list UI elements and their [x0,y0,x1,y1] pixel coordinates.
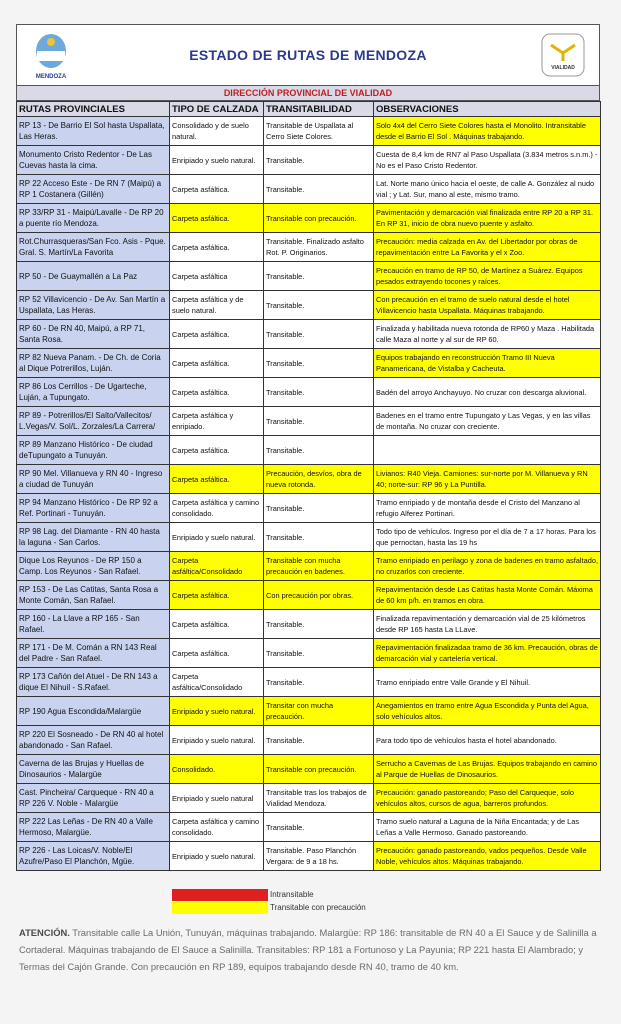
observations-cell: Finalizada y habilitada nueva rotonda de RP60 y Maza . Habilitada calle Maza al norte y al sur de RP 60. [374,320,601,349]
observations-cell: Repavimentación finalizadaa tramo de 36 km. Precaución, obras de demarcación vial y cartelería vertical. [374,639,601,668]
route-cell: RP 33/RP 31 - Maipú/Lavalle - De RP 20 a puente río Mendoza. [17,204,170,233]
surface-cell: Consolidado y de suelo natural. [170,117,264,146]
route-cell: RP 220 El Sosneado - De RN 40 al hotel abandonado - San Rafael. [17,726,170,755]
table-row [17,697,601,726]
surface-cell: Carpeta asfáltica. [170,465,264,494]
transitability-cell: Transitable. [264,494,374,523]
observations-cell: Anegamientos en tramo entre Agua Escondida y Punta del Agua, solo vehículos altos. [374,697,601,726]
table-header-row [17,102,601,117]
transitability-cell: Transitable con mucha precaución en badenes. [264,552,374,581]
surface-cell: Carpeta asfáltica. [170,349,264,378]
mendoza-logo-text: MENDOZA [35,74,67,80]
attention-text: Transitable calle La Unión, Tunuyán, máquinas trabajando. Malargüe: RP 186: transitable de RN 40 a El Sauce y de Salinilla a Cortaderal. Máquinas trabajando de El Sauce a Salinilla. Transitables: RP 181 a Fortunoso y La Payunia; RP 221 hasta El Alambrado; y Termas del Cajón Grande. Con precaución en RP 189, equipos trabajando desde RN 40, tramo de 40 km. [19,927,597,972]
route-cell: RP 89 - Potrerillos/El Salto/Vallecitos/ L.Vegas/V. Sol/L. Zorzales/La Carrera/ [17,407,170,436]
observations-cell: Tramo enripiado y de montaña desde el Cristo del Manzano al refugio Alferez Portinari. [374,494,601,523]
route-cell: RP 190 Agua Escondida/Malargüe [17,697,170,726]
surface-cell: Carpeta asfáltica. [170,639,264,668]
observations-cell: Serrucho a Cavernas de Las Brujas. Equipos trabajando en camino al Parque de Huellas de Dinosaurios. [374,755,601,784]
col-header-routes: RUTAS PROVINCIALES [17,102,170,117]
surface-cell: Carpeta asfáltica. [170,233,264,262]
surface-cell: Carpeta asfáltica/Consolidado [170,668,264,697]
transitability-cell: Transitable. Finalizado asfalto Rot. P. Originarios. [264,233,374,262]
route-cell: RP 94 Manzano Histórico - De RP 92 a Ref. Portinari - Tunuyán. [17,494,170,523]
table-row [17,842,601,871]
transitability-cell: Transitable. [264,175,374,204]
transitability-cell: Transitable. [264,349,374,378]
road-status-sheet [16,24,600,871]
vialidad-logo-text: VIALIDAD [551,65,575,71]
observations-cell: Precaución: ganado pastoreando; Paso del Carqueque, solo vehículos altos, cursos de agua, barreros profundos. [374,784,601,813]
route-cell: RP 60 - De RN 40, Maipú, a RP 71, Santa Rosa. [17,320,170,349]
surface-cell: Carpeta asfáltica y camino consolidado. [170,494,264,523]
mendoza-shield-logo-icon [31,31,71,81]
table-row [17,552,601,581]
table-row [17,262,601,291]
transitability-cell: Transitable tras los trabajos de Vialidad Mendoza. [264,784,374,813]
observations-cell: Para todo tipo de vehículos hasta el hotel abandonado. [374,726,601,755]
observations-cell: Livianos: R40 Vieja. Camiones: sur-norte por M. Villanueva y RN 40; norte-sur: RP 96 y La Puntilla. [374,465,601,494]
table-row [17,320,601,349]
observations-cell: Cuesta de 8,4 km de RN7 al Paso Uspallata (3.834 metros s.n.m.) - No es el Paso Cristo Redentor. [374,146,601,175]
surface-cell: Carpeta asfáltica. [170,175,264,204]
table-row [17,668,601,697]
transitability-cell: Transitable. [264,146,374,175]
surface-cell: Carpeta asfáltica/Consolidado [170,552,264,581]
table-row [17,755,601,784]
observations-cell: Precaución: ganado pastoreando, vados pequeños. Desde Valle Noble, vehículos altos. Máquinas trabajando. [374,842,601,871]
surface-cell: Carpeta asfáltica. [170,204,264,233]
route-cell: Rot.Churrasqueras/San Fco. Asis - Pque. Gral. S. Martín/La Favorita [17,233,170,262]
observations-cell: Con precaución en el tramo de suelo natural desde el hotel Villavicencio hasta Uspallata. Máquinas trabajando. [374,291,601,320]
table-row [17,610,601,639]
transitability-cell: Transitable. [264,523,374,552]
transitability-cell: Transitable. [264,436,374,465]
legend [172,888,366,914]
surface-cell: Enripiado y suelo natural. [170,726,264,755]
transitability-cell: Transitable con precaución. [264,204,374,233]
surface-cell: Enripiado y suelo natural [170,784,264,813]
table-row [17,436,601,465]
transitability-cell: Precaución, desvíos, obra de nueva rotonda. [264,465,374,494]
observations-cell: Tramo enripiado en perilago y zona de badenes en tramo asfaltado, no cruzarlos con creciente. [374,552,601,581]
observations-cell: Tramo enripiado entre Valle Grande y El Nihuil. [374,668,601,697]
observations-cell: Lat. Norte mano único hacia el oeste, de calle A. González al nudo vial ; y Lat. Sur, mano al este, mismo tramo. [374,175,601,204]
legend-swatch-closed [172,889,268,901]
transitability-cell: Transitable. [264,291,374,320]
transitability-cell: Transitable. [264,813,374,842]
route-cell: Monumento Cristo Redentor - De Las Cuevas hasta la cima. [17,146,170,175]
transitability-cell: Transitable. [264,378,374,407]
transitability-cell: Transitable. [264,262,374,291]
transitability-cell: Transitable. [264,407,374,436]
attention-lead: ATENCIÓN. [19,927,70,938]
table-row [17,349,601,378]
route-cell: Dique Los Reyunos - De RP 150 a Camp. Los Reyunos - San Rafael. [17,552,170,581]
surface-cell: Enripiado y suelo natural. [170,523,264,552]
route-cell: RP 22 Acceso Este - De RN 7 (Maipú) a RP 1 Costanera (Gillén) [17,175,170,204]
legend-item-caution [172,901,366,914]
routes-table [16,101,601,871]
observations-cell: Precaución: media calzada en Av. del Libertador por obras de repavimentación entre La Favorita y el x Zoo. [374,233,601,262]
surface-cell: Carpeta asfáltica y camino consolidado. [170,813,264,842]
route-cell: RP 160 - La Llave a RP 165 - San Rafael. [17,610,170,639]
observations-cell [374,436,601,465]
vialidad-logo-icon [541,33,585,77]
route-cell: RP 90 Mel. Villanueva y RN 40 - Ingreso a ciudad de Tunuyán [17,465,170,494]
transitability-cell: Transitable. [264,639,374,668]
surface-cell: Carpeta asfáltica. [170,610,264,639]
legend-swatch-caution [172,902,268,914]
route-cell: RP 173 Cañón del Atuel - De RN 143 a dique El Nihuil - S.Rafael. [17,668,170,697]
surface-cell: Carpeta asfáltica [170,262,264,291]
surface-cell: Enripiado y suelo natural. [170,842,264,871]
route-cell: RP 98 Lag. del Diamante - RN 40 hasta la laguna - San Carlos. [17,523,170,552]
surface-cell: Carpeta asfáltica. [170,581,264,610]
route-cell: RP 50 - De Guaymallén a La Paz [17,262,170,291]
route-cell: RP 226 - Las Loicas/V. Noble/El Azufre/Paso El Planchón, Mgüe. [17,842,170,871]
table-row [17,639,601,668]
route-cell: RP 86 Los Cerrillos - De Ugarteche, Luján, a Tupungato. [17,378,170,407]
observations-cell: Finalizada repavimentación y demarcación vial de 25 kilómetros desde RP 165 hasta La LLave. [374,610,601,639]
legend-item-closed [172,888,366,901]
table-row [17,204,601,233]
transitability-cell: Transitar con mucha precaución. [264,697,374,726]
route-cell: RP 13 - De Barrio El Sol hasta Uspallata, Las Heras. [17,117,170,146]
route-cell: RP 52 Villavicencio - De Av. San Martín a Uspallata, Las Heras. [17,291,170,320]
transitability-cell: Con precaución por obras. [264,581,374,610]
surface-cell: Carpeta asfáltica y enripiado. [170,407,264,436]
observations-cell: Precaución en tramo de RP 50, de Martínez a Suárez. Equipos pesados extrayendo tocones y raíces. [374,262,601,291]
table-row [17,175,601,204]
route-cell: RP 153 - De Las Catitas, Santa Rosa a Monte Comán, San Rafael. [17,581,170,610]
observations-cell: Badenes en el tramo entre Tupungato y Las Vegas, y en las villas de montaña. No cruzar con creciente. [374,407,601,436]
col-header-surface: TIPO DE CALZADA [170,102,264,117]
page-header [16,24,600,85]
observations-cell: Pavimentación y demarcación vial finalizada entre RP 20 a RP 31. En RP 31, inicio de obra nuevo puente y asfalto. [374,204,601,233]
table-row [17,494,601,523]
surface-cell: Carpeta asfáltica. [170,378,264,407]
page-title: ESTADO DE RUTAS DE MENDOZA [189,47,427,63]
table-row [17,378,601,407]
observations-cell: Todo tipo de vehículos. Ingreso por el día de 7 a 17 horas. Para los que pernoctan, hasta las 19 hs [374,523,601,552]
route-cell: RP 171 - De M. Comán a RN 143 Real del Padre - San Rafael. [17,639,170,668]
surface-cell: Carpeta asfáltica y de suelo natural. [170,291,264,320]
transitability-cell: Transitable. [264,610,374,639]
surface-cell: Consolidado. [170,755,264,784]
route-cell: Caverna de las Brujas y Huellas de Dinosaurios - Malargüe [17,755,170,784]
surface-cell: Carpeta asfáltica. [170,436,264,465]
table-row [17,117,601,146]
route-cell: RP 82 Nueva Panam. - De Ch. de Coria al Dique Potrerillos, Luján. [17,349,170,378]
table-row [17,581,601,610]
route-cell: RP 222 Las Leñas - De RN 40 a Valle Hermoso, Malargüe. [17,813,170,842]
transitability-cell: Transitable. [264,668,374,697]
table-row [17,146,601,175]
transitability-cell: Transitable. Paso Planchón Vergara: de 9 a 18 hs. [264,842,374,871]
col-header-transitability: TRANSITABILIDAD [264,102,374,117]
legend-label-closed: Intransitable [270,890,314,899]
observations-cell: Equipos trabajando en reconstrucción Tramo III Nueva Panamericana, de Vistalba y Cacheuta. [374,349,601,378]
table-row [17,523,601,552]
table-row [17,407,601,436]
observations-cell: Badén del arroyo Anchayuyo. No cruzar con descarga aluvional. [374,378,601,407]
surface-cell: Enripiado y suelo natural. [170,146,264,175]
agency-subheader: DIRECCIÓN PROVINCIAL DE VIALIDAD [16,85,600,101]
table-row [17,813,601,842]
transitability-cell: Transitable. [264,320,374,349]
table-row [17,291,601,320]
transitability-cell: Transitable de Uspallata al Cerro Siete Colores. [264,117,374,146]
observations-cell: Tramo suelo natural a Laguna de la Niña Encantada; y de Las Leñas a Valle Hermoso. Ganado pastoreando. [374,813,601,842]
observations-cell: Solo 4x4 del Cerro Siete Colores hasta el Monolito. Intransitable desde el Barrio El Sol . Máquinas trabajando. [374,117,601,146]
table-row [17,726,601,755]
surface-cell: Enripiado y suelo natural. [170,697,264,726]
legend-label-caution: Transitable con precaución [270,903,366,912]
table-row [17,465,601,494]
table-row [17,233,601,262]
transitability-cell: Transitable con precaución. [264,755,374,784]
col-header-observations: OBSERVACIONES [374,102,601,117]
attention-note [19,924,601,975]
observations-cell: Repavimentación desde Las Catitas hasta Monte Comán. Máxima de 60 km p/h. en tramos en obra. [374,581,601,610]
route-cell: RP 89 Manzano Histórico - De ciudad deTupungato a Tunuyán. [17,436,170,465]
transitability-cell: Transitable. [264,726,374,755]
table-row [17,784,601,813]
route-cell: Cast. Pincheira/ Carqueque - RN 40 a RP 226 V. Noble - Malargüe [17,784,170,813]
surface-cell: Carpeta asfáltica. [170,320,264,349]
